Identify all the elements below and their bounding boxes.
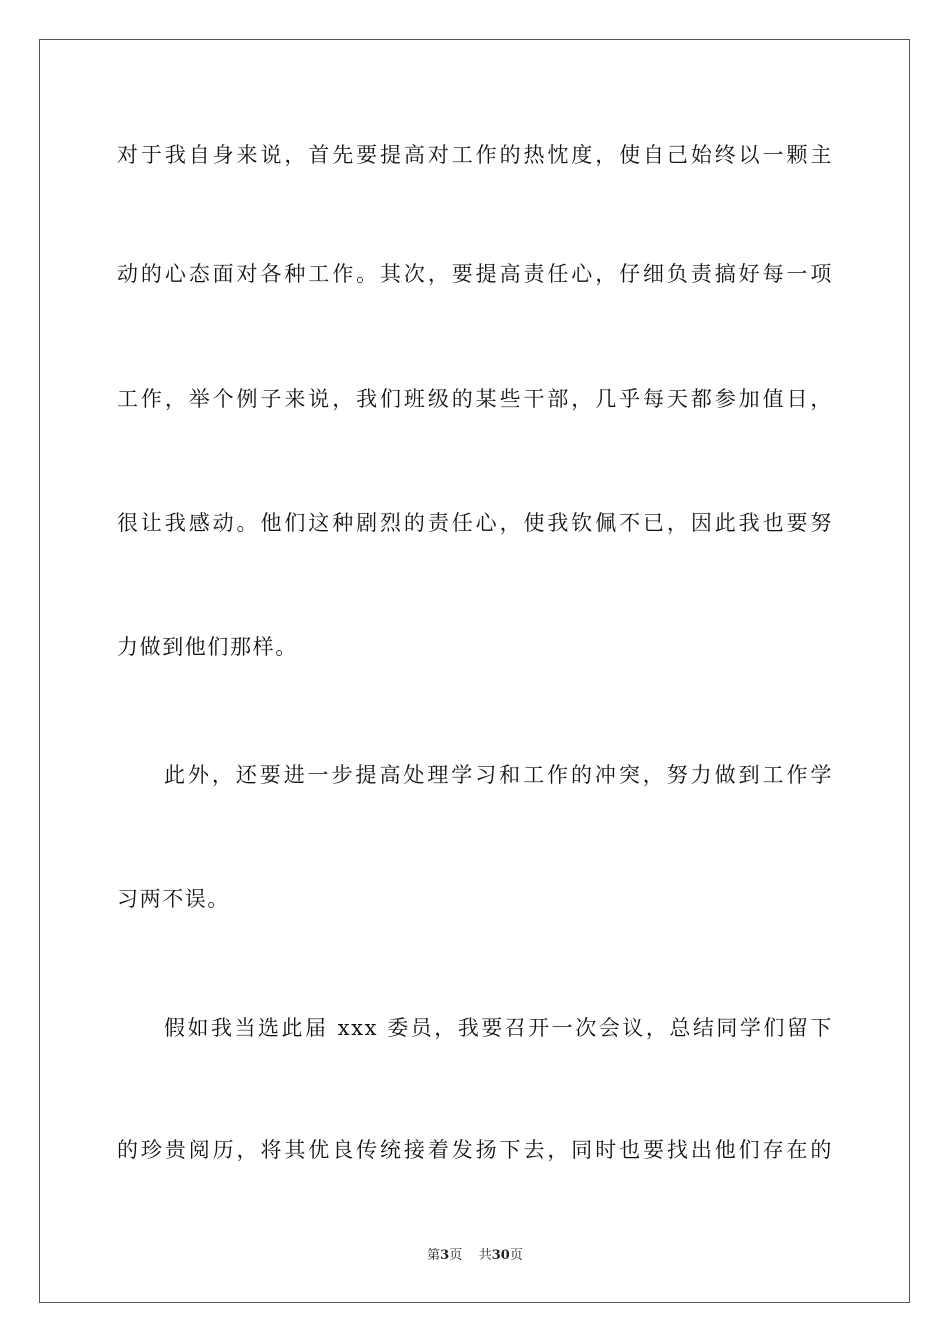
footer-page-prefix: 第 [427,1248,441,1263]
footer-page-suffix: 页 [449,1248,463,1263]
body-line-6: 此外，还要进一步提高处理学习和工作的冲突，努力做到工作学 [164,763,833,787]
body-line-1: 对于我自身来说，首先要提高对工作的热忱度，使自己始终以一颗主 [117,143,833,167]
body-line-8: 假如我当选此届 xxx 委员，我要召开一次会议，总结同学们留下 [164,1016,833,1040]
body-line-2: 动的心态面对各种工作。其次，要提高责任心，仔细负责搞好每一项 [117,262,833,286]
footer-page-number: 3 [440,1248,450,1263]
body-line-7: 习两不误。 [117,887,230,911]
footer-total-number: 30 [491,1248,510,1263]
body-line-9: 的珍贵阅历，将其优良传统接着发扬下去，同时也要找出他们存在的 [117,1138,833,1162]
page-footer [0,1247,950,1265]
body-line-3: 工作，举个例子来说，我们班级的某些干部，几乎每天都参加值日， [117,387,833,411]
footer-total-suffix: 页 [509,1248,523,1263]
body-line-4: 很让我感动。他们这种剧烈的责任心，使我钦佩不已，因此我也要努 [117,511,833,535]
footer-total-prefix: 共 [478,1248,492,1263]
body-line-5: 力做到他们那样。 [117,635,298,659]
page-border [39,39,910,1303]
